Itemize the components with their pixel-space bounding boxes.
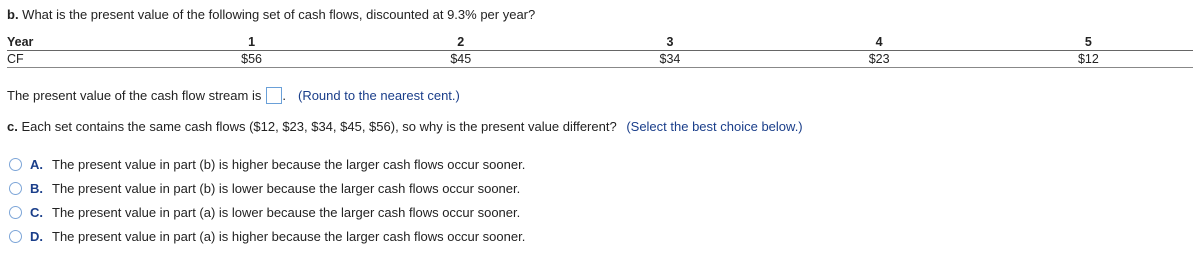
round-hint: (Round to the nearest cent.) [297,87,460,103]
cf-cell: $56 [147,51,356,68]
question-c-prefix: c. [7,119,18,134]
choice-letter: D. [30,228,43,244]
year-cell: 2 [356,34,565,51]
year-cell: 1 [147,34,356,51]
question-c [7,118,803,136]
present-value-suffix: . [282,87,286,103]
choice-text: The present value in part (a) is higher because the larger cash flows occur sooner. [52,228,526,244]
choice-text: The present value in part (b) is lower because the larger cash flows occur sooner. [52,180,521,196]
choice-d[interactable] [9,224,525,248]
radio-button[interactable] [9,206,22,219]
question-b [7,6,535,24]
cf-label: CF [7,51,147,68]
radio-button[interactable] [9,158,22,171]
choice-letter: A. [30,156,43,172]
year-cell: 5 [984,34,1193,51]
answer-choices [9,152,525,248]
table-header-row [7,34,1193,51]
present-value-input[interactable] [266,87,282,104]
present-value-line [7,85,460,105]
choice-letter: C. [30,204,43,220]
choice-b[interactable] [9,176,525,200]
choice-letter: B. [30,180,43,196]
select-hint: (Select the best choice below.) [626,119,803,134]
cf-cell: $45 [356,51,565,68]
year-header: Year [7,34,147,51]
cf-cell: $23 [775,51,984,68]
cash-flow-table [7,34,1193,68]
question-b-text: What is the present value of the following set of cash flows, discounted at 9.3% per year? [18,7,536,22]
radio-button[interactable] [9,230,22,243]
radio-button[interactable] [9,182,22,195]
choice-text: The present value in part (a) is lower because the larger cash flows occur sooner. [52,204,521,220]
choice-text: The present value in part (b) is higher because the larger cash flows occur sooner. [52,156,526,172]
choice-a[interactable] [9,152,525,176]
year-cell: 4 [775,34,984,51]
table-row [7,51,1193,68]
year-cell: 3 [565,34,774,51]
question-c-text: Each set contains the same cash flows ($12, $23, $34, $45, $56), so why is the present value different? [17,119,617,134]
choice-c[interactable] [9,200,525,224]
question-b-prefix: b. [7,7,19,22]
cf-cell: $12 [984,51,1193,68]
cf-cell: $34 [565,51,774,68]
present-value-label: The present value of the cash flow stream is [7,87,262,103]
